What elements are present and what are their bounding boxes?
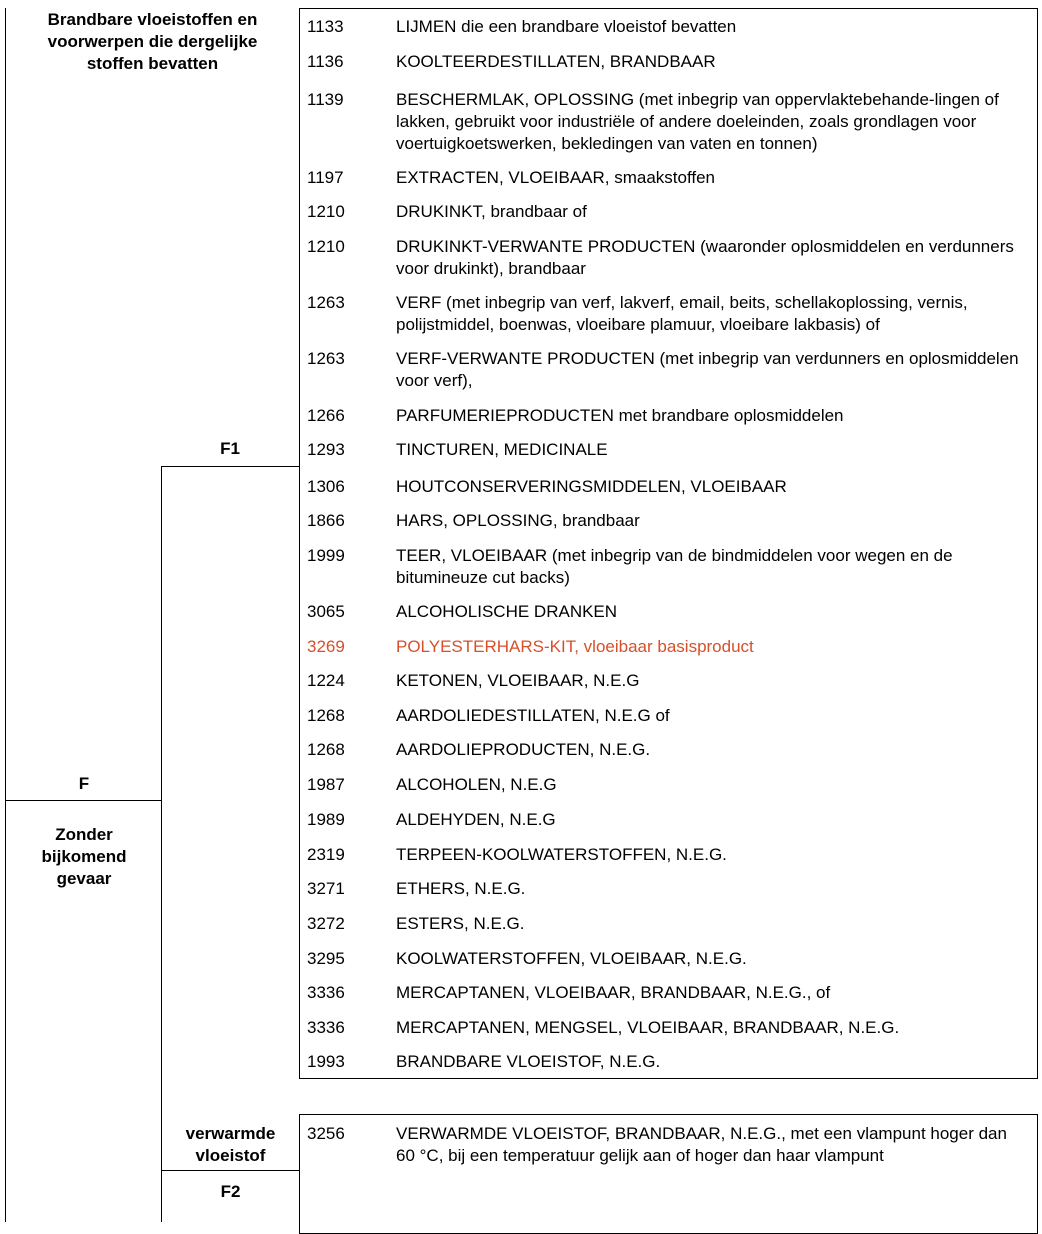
substance-name: VERF-VERWANTE PRODUCTEN (met inbegrip van verdunners en oplosmiddelen voor verf), bbox=[396, 349, 1019, 390]
un-number: 1224 bbox=[307, 671, 345, 690]
un-number: 3065 bbox=[307, 602, 345, 621]
un-number: 1266 bbox=[307, 406, 345, 425]
substance-name: AARDOLIEPRODUCTEN, N.E.G. bbox=[396, 740, 651, 759]
substance-name: AARDOLIEDESTILLATEN, N.E.G of bbox=[396, 706, 670, 725]
class-title: Brandbare vloeistoffen en voorwerpen die dergelijke stoffen bevatten bbox=[47, 10, 258, 73]
substance-name: TEER, VLOEIBAAR (met inbegrip van de bindmiddelen voor wegen en de bitumineuze cut backs) bbox=[396, 546, 953, 587]
un-number: 1210 bbox=[307, 202, 345, 221]
substance-name: VERWARMDE VLOEISTOF, BRANDBAAR, N.E.G., met een vlampunt hoger dan 60 °C, bij een temperatuur gelijk aan of hoger dan haar vlampunt bbox=[396, 1124, 1007, 1165]
tree-heated-horizontal-line bbox=[161, 1170, 299, 1171]
substance-name: KOOLTEERDESTILLATEN, BRANDBAAR bbox=[396, 52, 716, 71]
substance-name: HOUTCONSERVERINGSMIDDELEN, VLOEIBAAR bbox=[396, 477, 787, 496]
tree-main-vertical-line bbox=[5, 8, 6, 1222]
heated-label: verwarmde vloeistof bbox=[185, 1124, 276, 1165]
un-number: 1306 bbox=[307, 477, 345, 496]
substance-name: BRANDBARE VLOEISTOF, N.E.G. bbox=[396, 1052, 661, 1071]
substance-name: LIJMEN die een brandbare vloeistof bevatten bbox=[396, 17, 737, 36]
substance-name: EXTRACTEN, VLOEIBAAR, smaakstoffen bbox=[396, 168, 716, 187]
tree-f1-horizontal-line bbox=[161, 466, 299, 467]
substance-name: POLYESTERHARS-KIT, vloeibaar basisproduct bbox=[396, 637, 754, 656]
substance-name: ALCOHOLISCHE DRANKEN bbox=[396, 602, 618, 621]
un-number: 1866 bbox=[307, 511, 345, 530]
un-number: 2319 bbox=[307, 845, 345, 864]
f-description: Zonder bijkomend gevaar bbox=[41, 825, 127, 888]
substance-name: MERCAPTANEN, VLOEIBAAR, BRANDBAAR, N.E.G., of bbox=[396, 983, 831, 1002]
code-f: F bbox=[78, 774, 90, 793]
un-number: 3336 bbox=[307, 1018, 345, 1037]
substance-name: ALDEHYDEN, N.E.G bbox=[396, 810, 556, 829]
substance-name: VERF (met inbegrip van verf, lakverf, email, beits, schellakoplossing, vernis, polijstmiddel, boenwas, vloeibare plamuur, vloeibare lakbasis) of bbox=[396, 293, 968, 334]
substance-name: MERCAPTANEN, MENGSEL, VLOEIBAAR, BRANDBAAR, N.E.G. bbox=[396, 1018, 900, 1037]
un-number: 1993 bbox=[307, 1052, 345, 1071]
substance-name: ALCOHOLEN, N.E.G bbox=[396, 775, 557, 794]
un-number: 3269 bbox=[307, 637, 345, 656]
un-number: 1210 bbox=[307, 237, 345, 256]
un-number: 3272 bbox=[307, 914, 345, 933]
un-number: 1136 bbox=[307, 52, 344, 71]
un-number: 3256 bbox=[307, 1124, 345, 1143]
substance-name: TINCTUREN, MEDICINALE bbox=[396, 440, 608, 459]
code-f1: F1 bbox=[220, 439, 240, 458]
tree-f-horizontal-line bbox=[5, 800, 161, 801]
un-number: 1999 bbox=[307, 546, 345, 565]
substance-name: BESCHERMLAK, OPLOSSING (met inbegrip van oppervlaktebehande-lingen of lakken, gebruikt voor industriële of andere doeleinden, zoals grondlagen voor voertuigkoetswerken, bekledingen van vaten en tonnen) bbox=[396, 90, 999, 153]
un-number: 1268 bbox=[307, 740, 345, 759]
substance-name: KETONEN, VLOEIBAAR, N.E.G bbox=[396, 671, 640, 690]
substance-name: ESTERS, N.E.G. bbox=[396, 914, 525, 933]
un-number: 1293 bbox=[307, 440, 345, 459]
un-number: 1263 bbox=[307, 293, 345, 312]
tree-f-branch-vertical-line bbox=[161, 466, 162, 1222]
heated-entries-table bbox=[299, 1114, 1038, 1234]
substance-name: HARS, OPLOSSING, brandbaar bbox=[396, 511, 640, 530]
un-number: 1268 bbox=[307, 706, 345, 725]
un-number: 3336 bbox=[307, 983, 345, 1002]
un-number: 1263 bbox=[307, 349, 345, 368]
un-number: 1139 bbox=[307, 90, 344, 109]
un-number: 1197 bbox=[307, 168, 344, 187]
substance-name: PARFUMERIEPRODUCTEN met brandbare oplosmiddelen bbox=[396, 406, 844, 425]
f1-entries-table bbox=[299, 8, 1038, 1079]
substance-name: KOOLWATERSTOFFEN, VLOEIBAAR, N.E.G. bbox=[396, 949, 747, 968]
un-number: 1987 bbox=[307, 775, 345, 794]
un-number: 1133 bbox=[307, 17, 344, 36]
un-number: 1989 bbox=[307, 810, 345, 829]
code-f2: F2 bbox=[220, 1182, 241, 1201]
substance-name: DRUKINKT-VERWANTE PRODUCTEN (waaronder oplosmiddelen en verdunners voor drukinkt), brandbaar bbox=[396, 237, 1014, 278]
substance-name: TERPEEN-KOOLWATERSTOFFEN, N.E.G. bbox=[396, 845, 727, 864]
un-number: 3271 bbox=[307, 879, 345, 898]
substance-name: DRUKINKT, brandbaar of bbox=[396, 202, 587, 221]
un-number: 3295 bbox=[307, 949, 345, 968]
substance-name: ETHERS, N.E.G. bbox=[396, 879, 526, 898]
